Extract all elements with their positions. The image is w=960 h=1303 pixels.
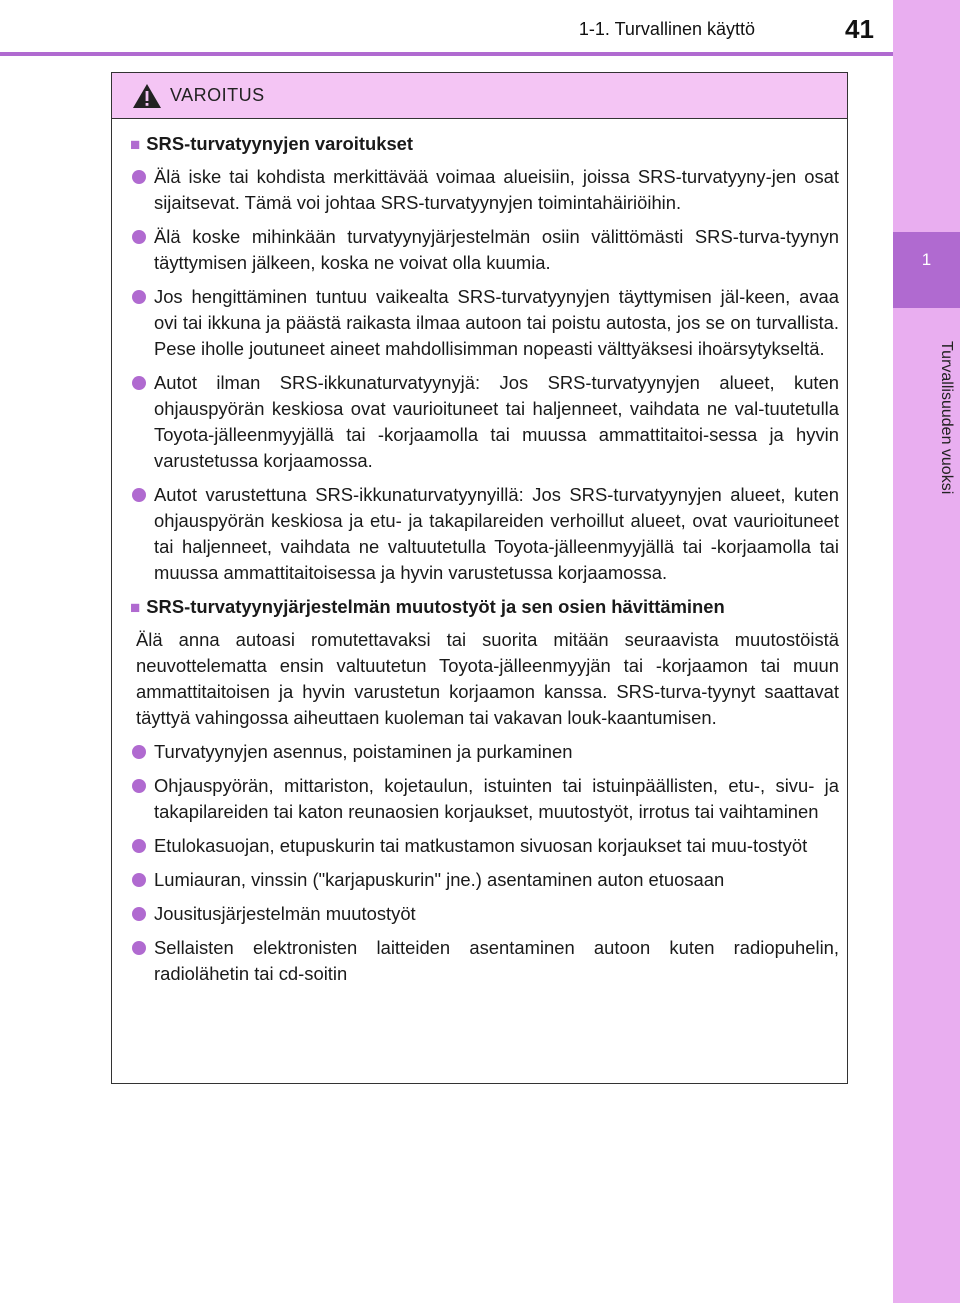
square-bullet-icon: ■	[130, 135, 141, 154]
warning-triangle-icon	[132, 83, 162, 109]
bullet-dot-icon	[132, 488, 146, 502]
bullet-dot-icon	[132, 170, 146, 184]
square-bullet-icon: ■	[130, 598, 141, 617]
list-item: Älä koske mihinkään turvatyynyjärjestelmän osiin välittömästi SRS-turva-tyynyn täyttymisen jälkeen, koska ne voivat olla kuumia.	[130, 224, 839, 276]
page-number: 41	[845, 14, 874, 44]
bullet-dot-icon	[132, 873, 146, 887]
list-item: Etulokasuojan, etupuskurin tai matkustamon sivuosan korjaukset tai muu-tostyöt	[130, 833, 839, 859]
list-item: Autot varustettuna SRS-ikkunaturvatyynyillä: Jos SRS-turvatyynyjen alueet, kuten ohjauspyörän keskiosa ja etu- ja takapilareiden verhoillut alueet, ovat vaurioituneet tai haljenneet, vaihdata ne valtuutetulla Toyota-jälleenmyyjällä tai -korjaamolla tai muussa ammattitaitoisessa ja hyvin varustetussa korjaamossa.	[130, 482, 839, 586]
chapter-label: Turvallisuuden vuoksi	[938, 341, 955, 495]
side-tab	[893, 0, 960, 1303]
list-item: Älä iske tai kohdista merkittävää voimaa alueisiin, joissa SRS-turvatyyny-jen osat sijaitsevat. Tämä voi johtaa SRS-turvatyynyjen toimintahäiriöihin.	[130, 164, 839, 216]
bullet-dot-icon	[132, 745, 146, 759]
section-heading: ■ SRS-turvatyynyjen varoitukset	[130, 131, 839, 158]
bullet-dot-icon	[132, 290, 146, 304]
header-divider	[0, 52, 893, 56]
bullet-dot-icon	[132, 376, 146, 390]
chapter-box	[893, 232, 960, 308]
bullet-dot-icon	[132, 907, 146, 921]
list-item: Jousitusjärjestelmän muutostyöt	[130, 901, 839, 927]
bullet-dot-icon	[132, 941, 146, 955]
list-item: Turvatyynyjen asennus, poistaminen ja purkaminen	[130, 739, 839, 765]
chapter-number: 1	[921, 250, 932, 269]
section-heading: ■ SRS-turvatyynyjärjestelmän muutostyöt ja sen osien hävittäminen	[130, 594, 839, 621]
list-item: Jos hengittäminen tuntuu vaikealta SRS-turvatyynyjen täyttymisen jäl-keen, avaa ovi tai ikkuna ja päästä raikasta ilmaa autoon tai poistu autosta, jos se on turvallista. Pese iholle joutuneet aineet mahdollisimman nopeasti välttyäksesi ihoärsytykseltä.	[130, 284, 839, 362]
list-item: Autot ilman SRS-ikkunaturvatyynyjä: Jos SRS-turvatyynyjen alueet, kuten ohjauspyörän keskiosa ovat vaurioituneet tai haljenneet, vaihdata ne val-tuutetulla Toyota-jälleenmyyjällä tai -korjaamolla tai muussa ammattitaitoi-sessa ja hyvin varustetussa korjaamossa.	[130, 370, 839, 474]
warning-box	[111, 72, 848, 1084]
warning-title: VAROITUS	[170, 85, 265, 105]
list-item: Sellaisten elektronisten laitteiden asentaminen autoon kuten radiopuhelin, radiolähetin tai cd-soitin	[130, 935, 839, 987]
section-intro: Älä anna autoasi romutettavaksi tai suorita mitään seuraavista muutostöistä neuvottelematta ensin valtuutetun Toyota-jälleenmyyjän tai -korjaamon tai muun ammattitaitoisen ja hyvin varustetun korjaamon kanssa. SRS-turva-tyynyt saattavat täyttyä vahingossa aiheuttaen kuoleman tai vakavan louk-kaantumisen.	[136, 629, 839, 728]
bullet-dot-icon	[132, 230, 146, 244]
list-item: Lumiauran, vinssin ("karjapuskurin" jne.) asentaminen auton etuosaan	[130, 867, 839, 893]
bullet-dot-icon	[132, 839, 146, 853]
header-title: 1-1. Turvallinen käyttö	[578, 19, 755, 39]
bullet-dot-icon	[132, 779, 146, 793]
warning-content	[112, 119, 847, 987]
warning-header	[112, 73, 847, 119]
list-item: Ohjauspyörän, mittariston, kojetaulun, istuinten tai istuinpäällisten, etu-, sivu- ja takapilareiden tai katon reunaosien korjaukset, muutostyöt, irrotus tai vaihtaminen	[130, 773, 839, 825]
